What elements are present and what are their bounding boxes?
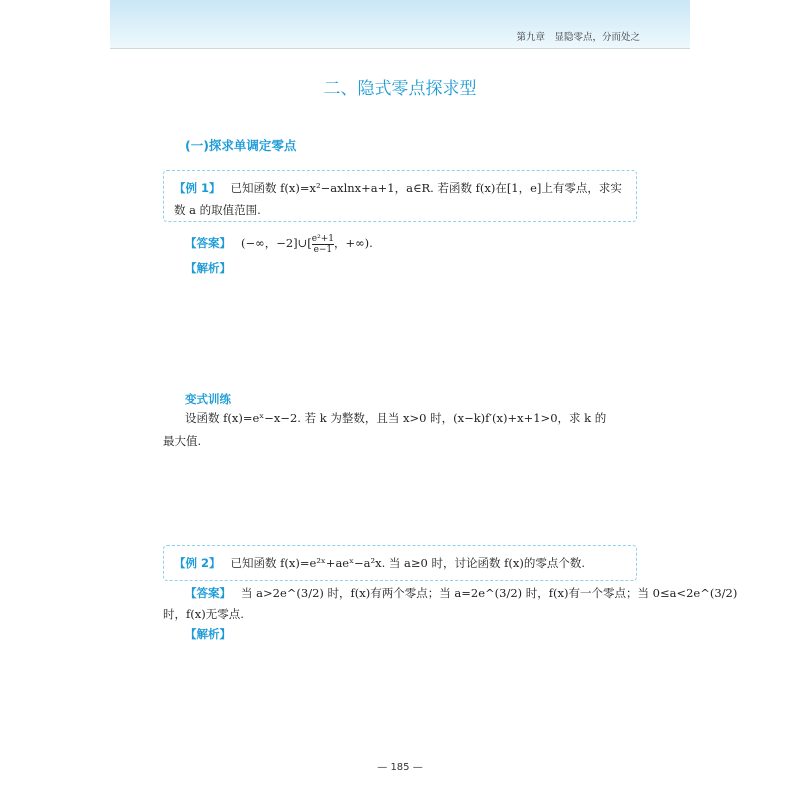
answer-1 xyxy=(185,233,373,255)
analysis-2-tag: 【解析】 xyxy=(185,627,231,641)
subsection-title: (一)探求单调定零点 xyxy=(185,138,297,153)
answer-1-tag: 【答案】 xyxy=(185,236,231,250)
answer-2-line2: 时，f(x)无零点. xyxy=(163,607,244,621)
running-header xyxy=(110,0,690,49)
example-1-line2: 数 a 的取值范围. xyxy=(174,203,261,217)
fraction-denominator: e−1 xyxy=(313,244,333,255)
fraction-numerator: e²+1 xyxy=(311,233,334,244)
example-1-line1: 已知函数 f(x)=x²−axlnx+a+1，a∈R. 若函数 f(x)在[1，e]上有零点，求实 xyxy=(230,181,622,195)
example-1-tag: 【例 1】 xyxy=(174,181,221,195)
answer-2-tag: 【答案】 xyxy=(185,586,231,600)
variant-heading: 变式训练 xyxy=(185,392,231,406)
section-title: 二、隐式零点探求型 xyxy=(323,79,477,99)
example-2-text: 已知函数 f(x)=e²ˣ+aeˣ−a²x. 当 a≥0 时，讨论函数 f(x)的零点个数. xyxy=(230,556,586,570)
answer-2-text: 当 a>2e^(3/2) 时，f(x)有两个零点；当 a=2e^(3/2) 时，f(x)有一个零点；当 0≤a<2e^(3/2) xyxy=(241,586,738,600)
analysis-1-tag: 【解析】 xyxy=(185,261,231,275)
variant-line1: 设函数 f(x)=eˣ−x−2. 若 k 为整数，且当 x>0 时，(x−k)f′(x)+x+1>0，求 k 的 xyxy=(185,411,607,425)
example-2-tag: 【例 2】 xyxy=(174,556,221,570)
chapter-title: 第九章 显隐零点，分而处之 xyxy=(516,32,640,43)
answer-1-fraction xyxy=(312,234,334,255)
answer-1-before: (−∞，−2]∪[ xyxy=(241,236,312,250)
example-2-box xyxy=(163,545,637,581)
variant-line2: 最大值. xyxy=(163,434,202,448)
answer-1-after: ，+∞). xyxy=(333,236,373,250)
answer-2-line1 xyxy=(185,583,737,603)
page-number: — 185 — xyxy=(377,762,423,773)
example-1-box xyxy=(163,170,637,222)
